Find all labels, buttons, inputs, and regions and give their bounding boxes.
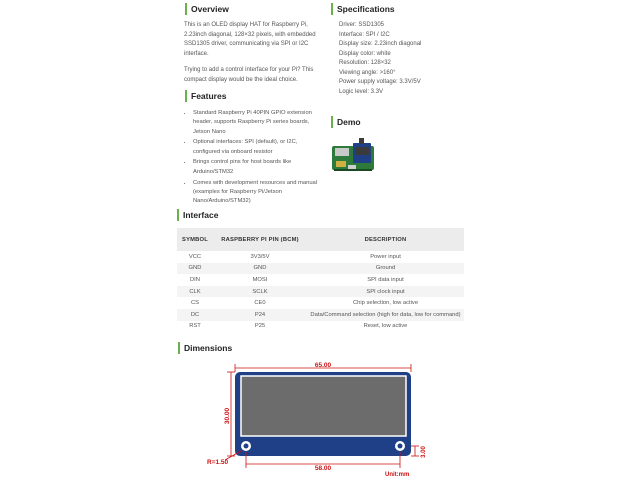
cell-symbol: RST [189,323,201,330]
spec-item: Display size: 2.23inch diagonal [339,41,422,47]
overview-heading: Overview [185,3,229,15]
cell-pin: CE0 [254,300,266,307]
cell-symbol: VCC [188,253,202,260]
cell-symbol: DC [177,309,213,321]
feature-line: header, supports Raspberry Pi series boards, [193,119,310,126]
cell-pin: P25 [254,323,266,330]
dim-bottom-width: 58.00 [314,465,332,472]
cell-symbol: CS [190,300,200,307]
cell-symbol: GND [177,263,213,275]
interface-heading: Interface [177,209,218,221]
feature-line: • Comes with development resources and manual [193,179,318,186]
table-row [177,251,464,263]
table-header-row [177,228,464,251]
spec-item: Power supply voltage: 3.3V/5V [339,79,421,85]
demo-heading: Demo [331,116,361,128]
overview-text-2 [184,66,329,85]
cell-description: Chip selection, low active [352,300,419,307]
column-header-pin: RASPBERRY PI PIN (BCM) [213,228,307,251]
cell-description: SPI clock input [307,286,464,298]
cell-description: Data/Command selection (high for data, low for command) [307,309,464,321]
feature-line: Arduino/STM32 [193,168,234,175]
feature-line: (examples for Raspberry Pi/Jetson [193,188,282,195]
table-row [177,321,464,333]
dim-height: 30.00 [224,407,231,425]
column-header-symbol: SYMBOL [177,228,213,251]
cell-pin: P24 [213,309,307,321]
demo-image [331,138,375,178]
table-row [177,297,464,309]
cell-description: Power input [370,253,401,260]
column-header-description: DESCRIPTION [307,228,464,251]
spec-item: Interface: SPI / I2C [339,31,390,38]
overview-line: interface. [184,50,209,57]
spec-item: Display color: white [339,50,391,57]
cell-symbol: DIN [190,276,200,283]
spec-item: Resolution: 128×32 [339,60,391,66]
table-row [177,286,464,298]
table-row [177,274,464,286]
spec-item: Viewing angle: >160° [339,69,396,76]
overview-line: This is an OLED display HAT for Raspberry Pi, [184,22,308,28]
dim-offset: 3.00 [421,446,427,458]
specifications-list [339,21,421,97]
feature-line: Nano/Arduino/STM32) [193,198,251,205]
overview-line: compact display would be the ideal choice. [184,76,298,83]
overview-line: SSD1305 driver, communicating via SPI or I2C [184,41,309,47]
dim-top-width: 65.00 [314,362,332,369]
dim-corner-radius: R=1.50 [207,459,229,466]
cell-pin: 3V3/5V [250,253,270,260]
screen-area [241,376,406,436]
feature-item [193,179,343,207]
cell-description: SPI data input [367,276,404,283]
specifications-heading: Specifications [331,3,395,15]
cell-description: Reset, low active [363,323,408,330]
overview-text [184,21,329,59]
feature-line: • Optional interfaces: SPI (default), or I2C, [193,139,298,146]
feature-line: configured via onboard resistor [193,148,273,155]
dim-unit: Unit:mm [385,472,410,478]
features-heading: Features [185,90,226,102]
spec-item: Logic level: 3.3V [339,88,384,95]
cell-description: Ground [307,263,464,275]
feature-item [193,158,343,177]
table-row [177,309,464,321]
feature-line: • Brings control pins for host boards like [193,159,292,166]
cell-pin: MOSI [252,276,268,283]
feature-line: • Standard Raspberry Pi 40PIN GPIO extension [193,110,312,116]
dimensions-drawing [205,360,435,478]
overview-line: 2.23inch diagonal, 128×32 pixels, with embedded [184,31,316,38]
table-row [177,263,464,275]
features-list [182,109,343,208]
dimensions-heading: Dimensions [178,342,232,354]
feature-item [193,138,343,157]
cell-symbol: CLK [177,286,213,298]
interface-table [177,228,464,332]
feature-line: Jetson Nano [193,128,226,135]
cell-pin: SCLK [213,286,307,298]
overview-line: Trying to add a control interface for your Pi? This [184,67,314,73]
spec-item: Driver: SSD1305 [339,22,385,28]
feature-item [193,109,343,137]
cell-pin: GND [213,263,307,275]
